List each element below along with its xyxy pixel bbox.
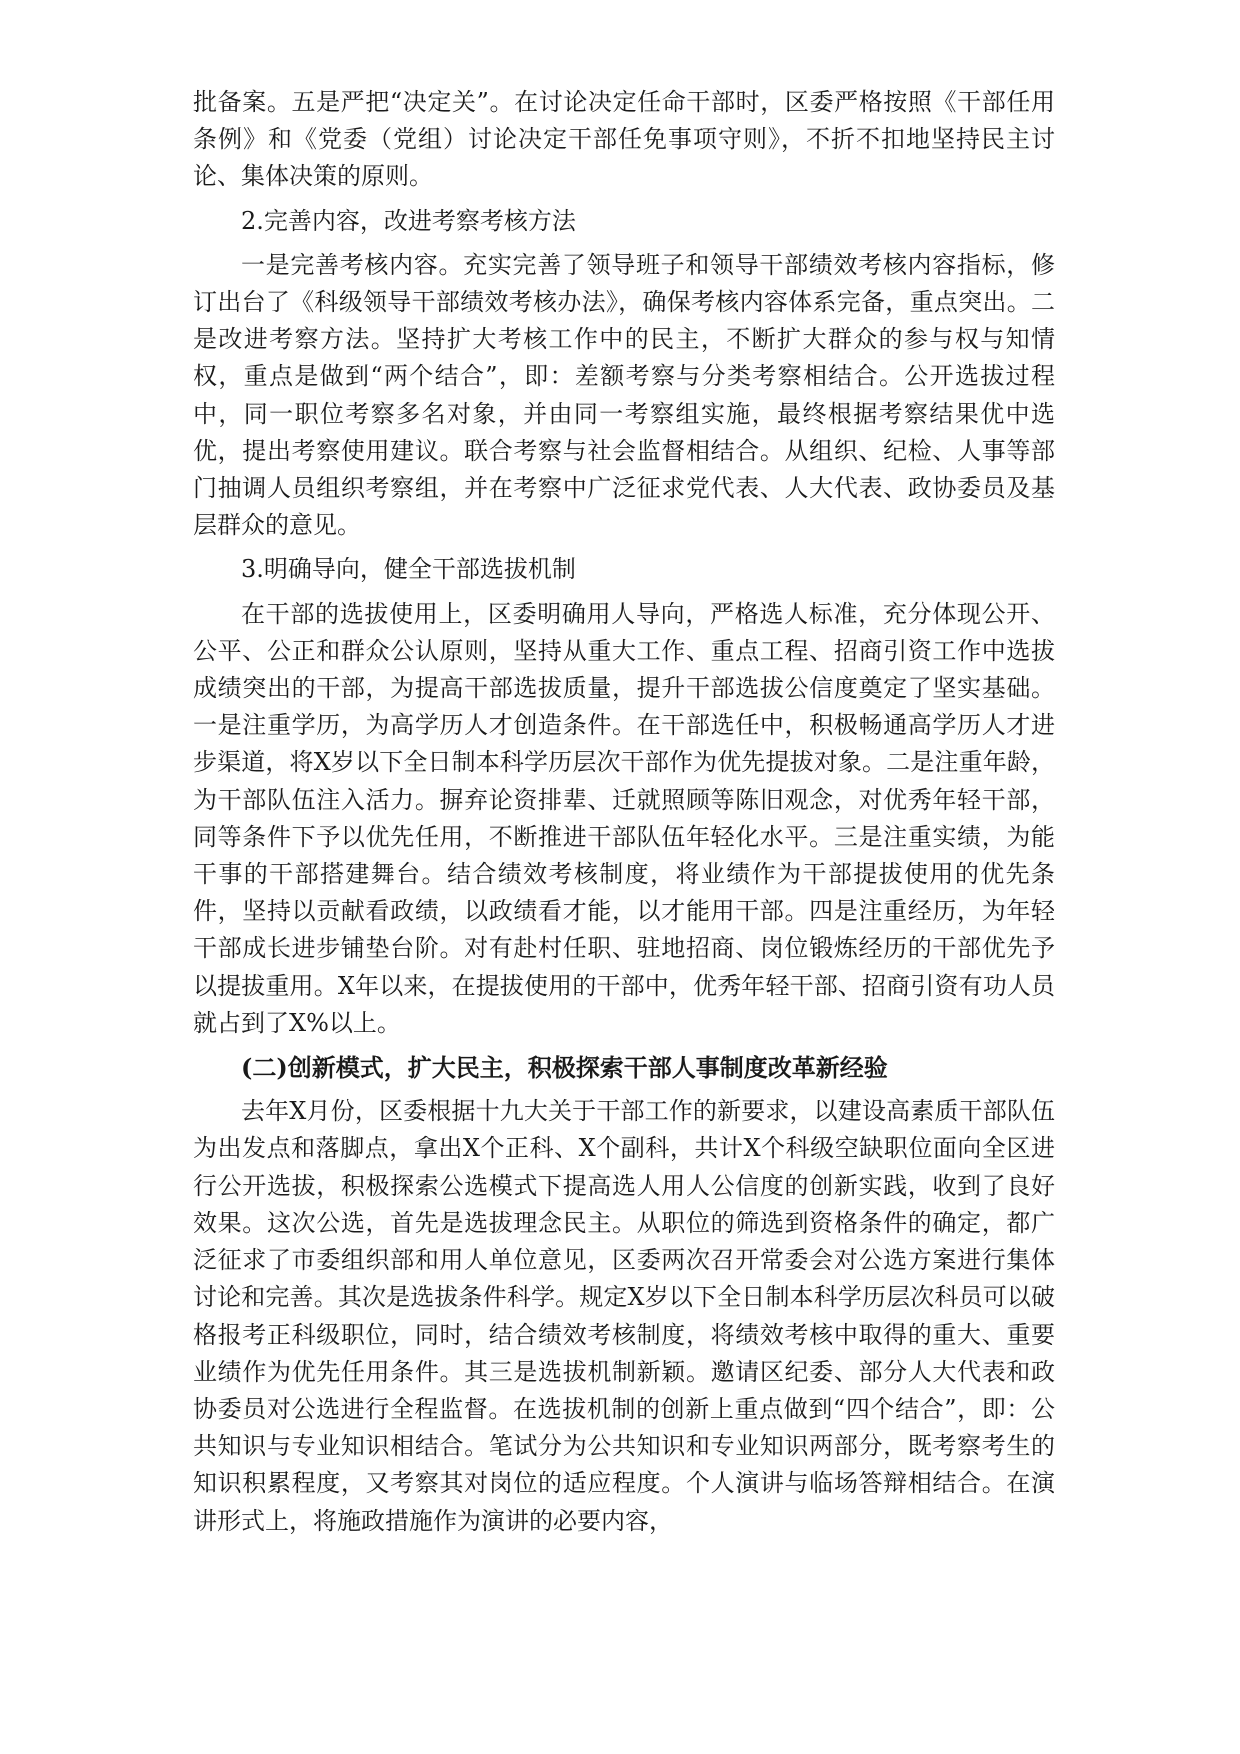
section-heading-2: (二)创新模式，扩大民主，积极探索干部人事制度改革新经验 <box>241 1053 888 1083</box>
subheading-2: 2.完善内容，改进考察考核方法 <box>241 206 576 235</box>
paragraph-selection: 在干部的选拔使用上，区委明确用人导向，严格选人标准，充分体现公开、公平、公正和群众公认原则，坚持从重大工作、重点工程、招商引资工作中选拔成绩突出的干部，为提高干部选拔质量，提升干部选拔公信度奠定了坚实基础。一是注重学历，为高学历人才创造条件。在干部选任中，积极畅通高学历人才进步渠道，将X岁以下全日制本科学历层次干部作为优先提拔对象。二是注重年龄，为干部队伍注入活力。摒弃论资排辈、迁就照顾等陈旧观念，对优秀年轻干部，同等条件下予以优先任用，不断推进干部队伍年轻化水平。三是注重实绩，为能干事的干部搭建舞台。结合绩效考核制度，将业绩作为干部提拔使用的优先条件，坚持以贡献看政绩，以政绩看才能，以才能用干部。四是注重经历，为年轻干部成长进步铺垫台阶。对有赴村任职、驻地招商、岗位锻炼经历的干部优先予以提拔重用。X年以来，在提拔使用的干部中，优秀年轻干部、招商引资有功人员就占到了X%以上。 <box>193 599 1055 1037</box>
document-page <box>193 84 1055 1547</box>
paragraph-innovation: 去年X月份，区委根据十九大关于干部工作的新要求，以建设高素质干部队伍为出发点和落脚点，拿出X个正科、X个副科，共计X个科级空缺职位面向全区进行公开选拔，积极探索公选模式下提高选人用人公信度的创新实践，收到了良好效果。这次公选，首先是选拔理念民主。从职位的筛选到资格条件的确定，都广泛征求了市委组织部和用人单位意见，区委两次召开常委会对公选方案进行集体讨论和完善。其次是选拔条件科学。规定X岁以下全日制本科学历层次科员可以破格报考正科级职位，同时，结合绩效考核制度，将绩效考核中取得的重大、重要业绩作为优先任用条件。其三是选拔机制新颖。邀请区纪委、部分人大代表和政协委员对公选进行全程监督。在选拔机制的创新上重点做到“四个结合”，即：公共知识与专业知识相结合。笔试分为公共知识和专业知识两部分，既考察考生的知识积累程度，又考察其对岗位的适应程度。个人演讲与临场答辩相结合。在演讲形式上，将施政措施作为演讲的必要内容， <box>193 1097 1055 1535</box>
paragraph-assessment: 一是完善考核内容。充实完善了领导班子和领导干部绩效考核内容指标，修订出台了《科级领导干部绩效考核办法》，确保考核内容体系完备，重点突出。二是改进考察方法。坚持扩大考核工作中的民主，不断扩大群众的参与权与知情权，重点是做到“两个结合”，即：差额考察与分类考察相结合。公开选拔过程中，同一职位考察多名对象，并由同一考察组实施，最终根据考察结果优中选优，提出考察使用建议。联合考察与社会监督相结合。从组织、纪检、人事等部门抽调人员组织考察组，并在考察中广泛征求党代表、人大代表、政协委员及基层群众的意见。 <box>193 250 1055 540</box>
paragraph-continuation: 批备案。五是严把“决定关”。在讨论决定任命干部时，区委严格按照《干部任用条例》和《党委（党组）讨论决定干部任免事项守则》，不折不扣地坚持民主讨论、集体决策的原则。 <box>193 88 1055 191</box>
subheading-3: 3.明确导向，健全干部选拔机制 <box>241 555 576 584</box>
